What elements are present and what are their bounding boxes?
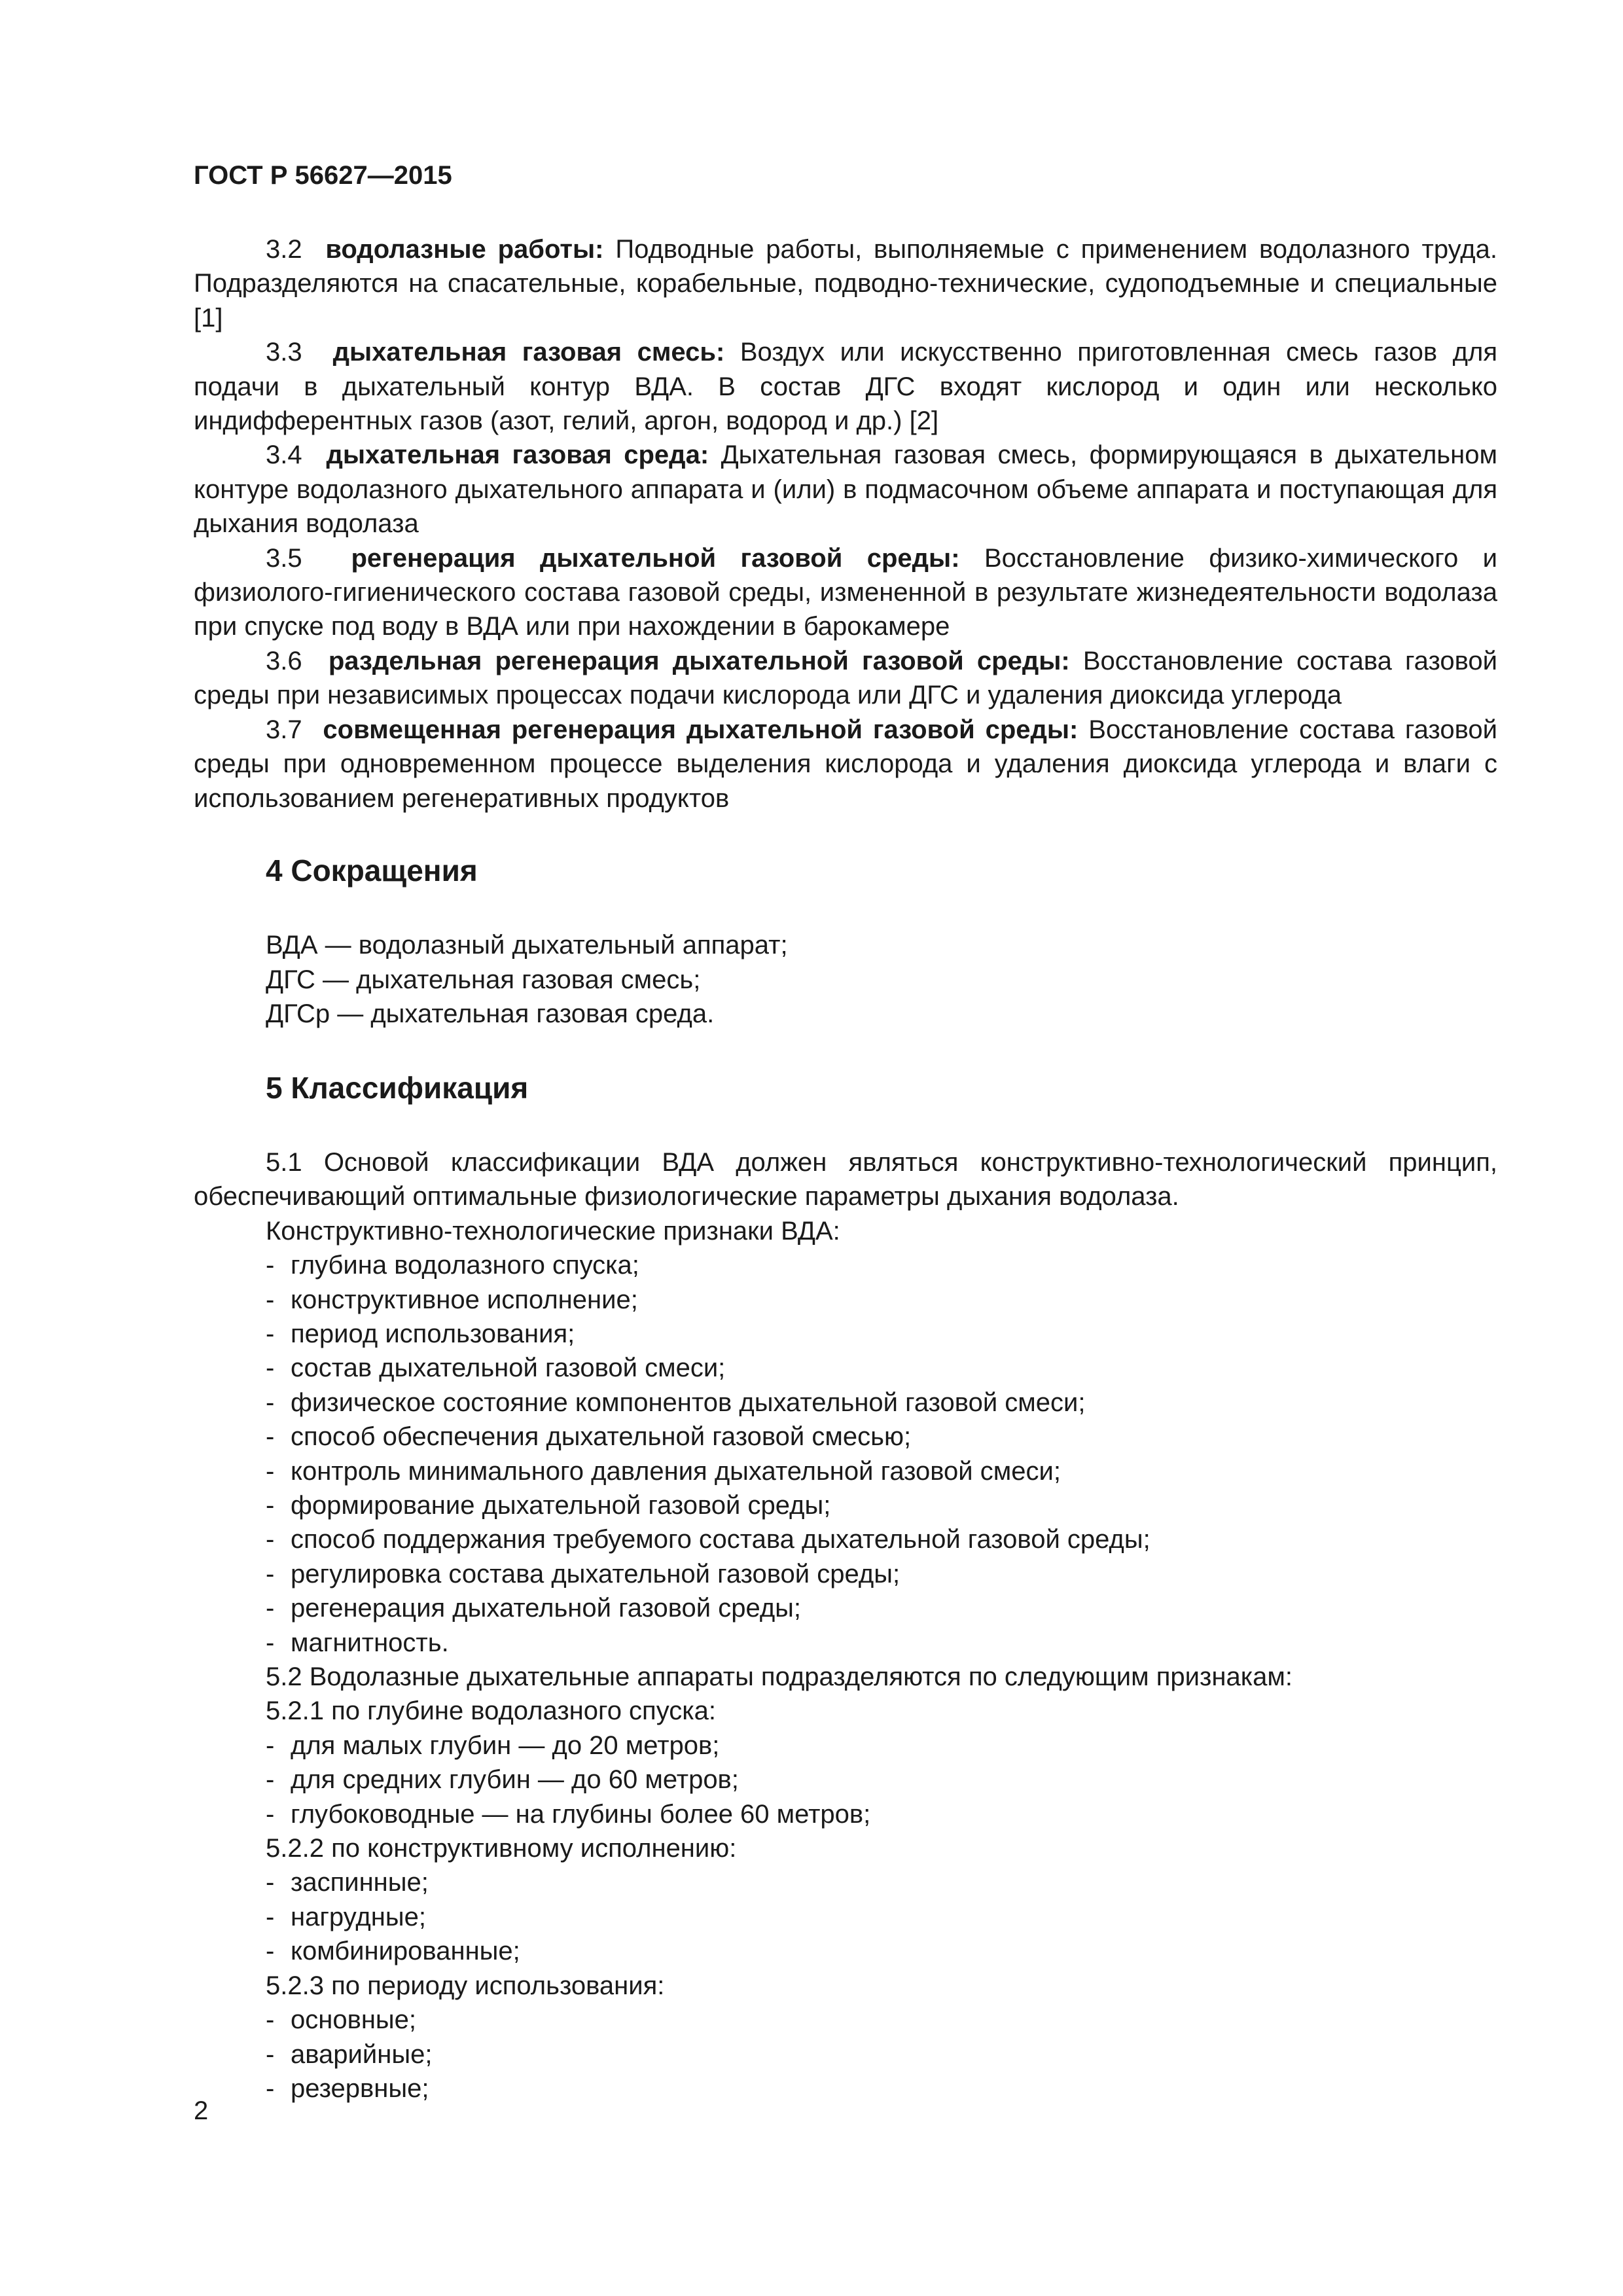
bullet-dash: - [266, 1251, 275, 1280]
abbreviation-item: ВДА — водолазный дыхательный аппарат; [266, 931, 788, 960]
clause-5-1: 5.1 Основой классификации ВДА должен являться конструктивно-технологический принцип, обеспечивающий оптимальные физиологические параметры дыхания водолаза. [194, 1147, 1497, 1211]
definition-number: 3.3 [266, 338, 302, 367]
clause-5-2-3: 5.2.3 по периоду использования: [266, 1971, 665, 2000]
definition-term: дыхательная газовая среда: [326, 440, 709, 470]
bullet-dash: - [266, 1937, 275, 1966]
abbreviation-item: ДГС — дыхательная газовая смесь; [266, 965, 701, 994]
bullet-dash: - [266, 1799, 275, 1829]
bullet-dash: - [266, 1285, 275, 1314]
bullet-dash: - [266, 1456, 275, 1486]
list-item: - глубоководные — на глубины более 60 метров; [194, 1797, 1497, 1831]
definition-term: дыхательная газовая смесь: [332, 338, 725, 367]
definition-text: Восстановление состава газовой среды при независимых процессах подачи кислорода или ДГС и удаления диоксида углерода [194, 646, 1497, 710]
list-item: - аварийные; [194, 2037, 1497, 2072]
bullet-dash: - [266, 1388, 275, 1417]
bullet-dash: - [266, 1868, 275, 1897]
bullet-dash: - [266, 1902, 275, 1931]
definition-3-7 [194, 713, 1497, 816]
list-item: - регулировка состава дыхательной газовой среды; [194, 1557, 1497, 1591]
list-item: - формирование дыхательной газовой среды; [194, 1488, 1497, 1522]
bullet-dash: - [266, 1422, 275, 1452]
list-item: - для малых глубин — до 20 метров; [194, 1729, 1497, 1763]
definition-number: 3.4 [266, 440, 302, 470]
bullet-dash: - [266, 1491, 275, 1520]
definition-term: регенерация дыхательной газовой среды: [351, 543, 960, 573]
clause-5-2-1: 5.2.1 по глубине водолазного спуска: [266, 1696, 717, 1726]
definition-text: Дыхательная газовая смесь, формирующаяся в дыхательном контуре водолазного дыхательного аппарата и (или) в подмасочном объеме аппарата и поступающая для дыхания водолаза [194, 440, 1497, 539]
list-item: - состав дыхательной газовой смеси; [194, 1351, 1497, 1385]
list-item: - нагрудные; [194, 1900, 1497, 1934]
bullet-dash: - [266, 1525, 275, 1554]
definition-3-2 [194, 232, 1497, 335]
list-item: - способ обеспечения дыхательной газовой смесью; [194, 1420, 1497, 1454]
definition-number: 3.7 [266, 715, 302, 744]
document-body [194, 232, 1497, 2106]
page-number: 2 [194, 2096, 209, 2125]
list-item: - для средних глубин — до 60 метров; [194, 1763, 1497, 1797]
definition-3-4 [194, 438, 1497, 541]
definition-text: Восстановление состава газовой среды при одновременном процессе выделения кислорода и удаления диоксида углерода и влаги с использованием регенеративных продуктов [194, 715, 1497, 813]
bullet-dash: - [266, 1354, 275, 1383]
list-item: - глубина водолазного спуска; [194, 1248, 1497, 1282]
definition-number: 3.6 [266, 646, 302, 675]
clause-5-2-2: 5.2.2 по конструктивному исполнению: [266, 1834, 737, 1863]
definition-3-3 [194, 335, 1497, 438]
abbreviation-item: ДГСр — дыхательная газовая среда. [266, 999, 715, 1029]
definition-text: Воздух или искусственно приготовленная смесь газов для подачи в дыхательный контур ВДА. В состав ДГС входят кислород и один или несколько индифферентных газов (азот, гелий, аргон, водород и др.) [2] [194, 338, 1497, 436]
definition-text: Восстановление физико-химического и физиолого-гигиенического состава газовой среды, измененной в результате жизнедеятельности водолаза при спуске под воду в ВДА или при нахождении в барокамере [194, 543, 1497, 641]
definition-term: совмещенная регенерация дыхательной газовой среды: [323, 715, 1079, 744]
definition-text: Подводные работы, выполняемые с применением водолазного труда. Подразделяются на спасательные, корабельные, подводно-технические, судоподъемные и специальные [1] [194, 235, 1497, 332]
clause-5-2: 5.2 Водолазные дыхательные аппараты подразделяются по следующим признакам: [266, 1662, 1293, 1692]
definition-3-6 [194, 644, 1497, 713]
list-item: - конструктивное исполнение; [194, 1283, 1497, 1317]
bullet-dash: - [266, 2005, 275, 2035]
list-item: - физическое состояние компонентов дыхательной газовой смеси; [194, 1386, 1497, 1420]
features-intro: Конструктивно-технологические признаки ВДА: [266, 1216, 840, 1246]
definition-number: 3.2 [266, 235, 302, 264]
bullet-dash: - [266, 1731, 275, 1760]
definition-3-5 [194, 541, 1497, 644]
list-item: - комбинированные; [194, 1934, 1497, 1968]
bullet-dash: - [266, 2073, 275, 2103]
list-item: - контроль минимального давления дыхательной газовой смеси; [194, 1454, 1497, 1488]
list-item: - резервные; [194, 2072, 1497, 2106]
list-item: - магнитность. [194, 1626, 1497, 1660]
list-item: - период использования; [194, 1317, 1497, 1351]
bullet-dash: - [266, 1594, 275, 1623]
definition-term: водолазные работы: [325, 235, 604, 264]
section-4-heading: 4 Сокращения [266, 853, 478, 888]
section-5-heading: 5 Классификация [266, 1070, 529, 1105]
bullet-dash: - [266, 1319, 275, 1348]
list-item: - способ поддержания требуемого состава дыхательной газовой среды; [194, 1522, 1497, 1556]
list-item: - основные; [194, 2003, 1497, 2037]
list-item: - регенерация дыхательной газовой среды; [194, 1591, 1497, 1625]
document-header: ГОСТ Р 56627—2015 [194, 161, 452, 190]
definition-number: 3.5 [266, 543, 302, 573]
bullet-dash: - [266, 1559, 275, 1588]
bullet-dash: - [266, 1628, 275, 1657]
bullet-dash: - [266, 2039, 275, 2069]
bullet-dash: - [266, 1765, 275, 1795]
definition-term: раздельная регенерация дыхательной газовой среды: [328, 646, 1070, 675]
list-item: - заспинные; [194, 1865, 1497, 1899]
